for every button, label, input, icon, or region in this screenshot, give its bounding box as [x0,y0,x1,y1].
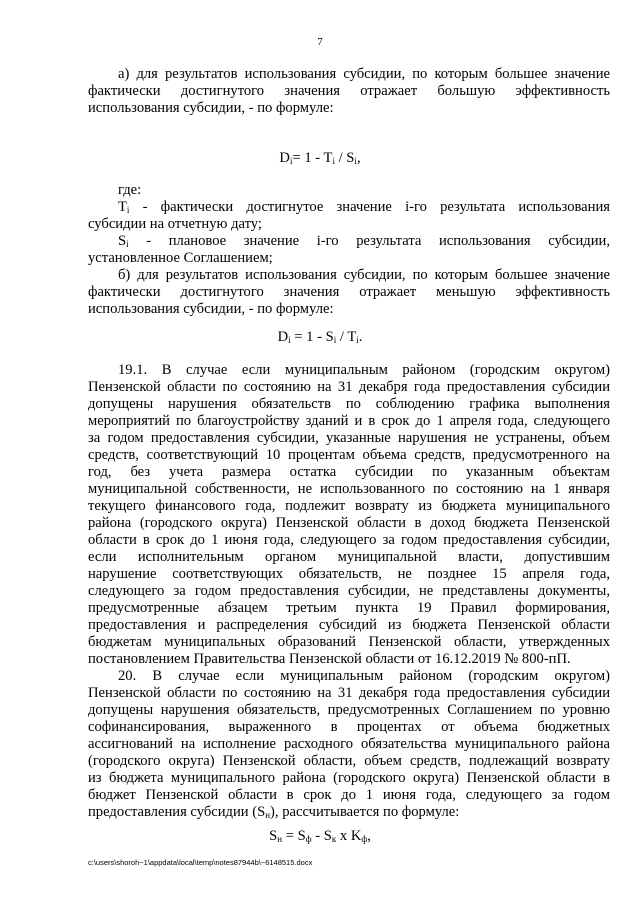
para-19-1-line: постановлением Правительства Пензенской области от 16.12.2019 № 800-пП. [88,651,571,667]
para-a-line: а) для результатов использования субсидии, по которым большее значение [118,66,610,82]
page-number: 7 [317,36,323,48]
para-19-1-line: год, без учета размера остатка субсидии по указанным объектам [88,464,610,480]
footer-file-path: c:\users\shoroh~1\appdata\local\temp\notes87944b\~6148515.docx [88,858,313,867]
para-20-line: софинансирования, выраженного в процентах от объема бюджетных [88,719,610,735]
formula-3: $S_н = S_ф - S_к$ x $K_ф$, [269,828,371,844]
formula-1: $D_i= 1 - T_i / S_i$, [279,150,361,166]
para-19-1-line: предоставления и распределения субсидий из бюджета Пензенской области [88,617,610,633]
para-19-1-line: мероприятий по благоустройству зданий и в срок до 1 апреля года, следующего [88,413,610,429]
para-a-line: фактически достигнутого значения отражает большую эффективность [88,83,610,99]
para-20-line: допущены нарушения обязательств, предусмотренных Соглашением по уровню [88,702,610,718]
para-19-1-line: средств, соответствующий 10 процентам объема средств, предусмотренного на [88,447,610,463]
para-19-1-line: если исполнительным органом муниципальной власти, допустившим [88,549,610,565]
para-19-1-line: текущего финансового года, подлежит возврату из бюджета муниципального [88,498,610,514]
para-19-1-line: следующего за годом предоставления субсидии, не представлены документы, [88,583,610,599]
para-19-1-line: предусмотренные абзацем третьим пункта 19 Правил формирования, [88,600,610,616]
formula-2: $D_i = 1 - S_i / T_i$. [277,329,363,345]
para-19-1-line: 19.1. В случае если муниципальным районом (городским округом) [118,362,610,378]
para-20-line: 20. В случае если муниципальным районом (городским округом) [118,668,610,684]
para-20-line: бюджет Пензенской области в срок до 1 июня года, следующего за годом [88,787,610,803]
para-19-1-line: нарушение соответствующих обязательств, не позднее 15 апреля года, [88,566,610,582]
para-b-line: б) для результатов использования субсидии, по которым большее значение [118,267,610,283]
para-b-line: фактически достигнутого значения отражает меньшую эффективность [88,284,610,300]
para-a-line: использования субсидии, - по формуле: [88,100,334,116]
para-19-1-line: области в срок до 1 июня года, следующего за годом предоставления субсидии, [88,532,610,548]
definition-s: $S_i$ - плановое значение i-го результата использования субсидии, [118,233,610,249]
para-19-1-line: муниципальной собственности, не использованного по состоянию на 1 января [88,481,610,497]
definition-t: $T_i$ - фактически достигнутое значение i-го результата использования [118,199,610,215]
para-20-line: предоставления субсидии $(S_н)$, рассчитывается по формуле: [88,804,460,820]
para-20-line: ассигнований на исполнение расходного обязательства муниципального района [88,736,610,752]
para-19-1-line: за годом предоставления субсидии, указанные нарушения не устранены, объем [88,430,610,446]
para-19-1-line: допущены нарушения обязательств по соблюдению графика выполнения [88,396,610,412]
definition-t-cont: субсидии на отчетную дату; [88,216,262,232]
where-label: где: [118,182,142,198]
para-19-1-line: бюджетам муниципальных образований Пензенской области, утвержденных [88,634,610,650]
definition-s-cont: установленное Соглашением; [88,250,273,266]
para-20-line: из бюджета муниципального района (городского округа) Пензенской области в [88,770,610,786]
para-19-1-line: района (городского округа) Пензенской области в доход бюджета Пензенской [88,515,610,531]
para-20-line: Пензенской области по состоянию на 31 декабря года предоставления субсидии [88,685,610,701]
para-20-line: (городского округа) Пензенской области, объем средств, подлежащий возврату [88,753,610,769]
para-b-line: использования субсидии, - по формуле: [88,301,334,317]
para-19-1-line: Пензенской области по состоянию на 31 декабря года предоставления субсидии [88,379,610,395]
